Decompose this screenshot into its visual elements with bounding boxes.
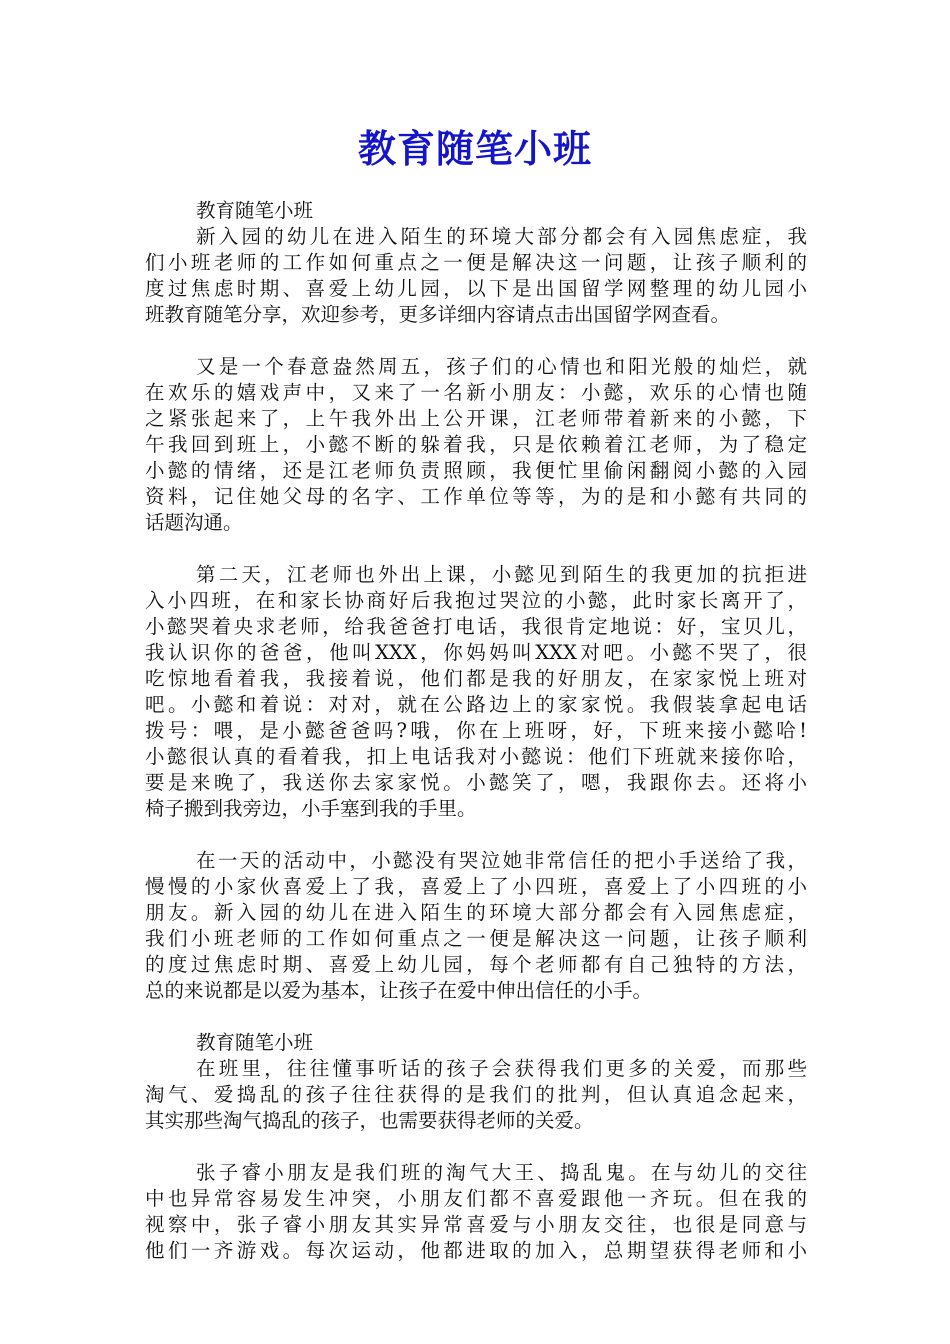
text-line: 其实那些淘气捣乱的孩子，也需要获得老师的关爱。: [145, 1109, 594, 1132]
text-line: 小懿的情绪，还是江老师负责照顾，我便忙里偷闲翻阅小懿的入园: [145, 459, 807, 482]
text-line: 的度过焦虑时期、喜爱上幼儿园，每个老师都有自己独特的方法，: [145, 953, 807, 976]
text-line: 视察中，张子睿小朋友其实异常喜爱与小朋友交往，也很是同意与: [145, 1213, 807, 1236]
text-line: 慢慢的小家伙喜爱上了我，喜爱上了小四班，喜爱上了小四班的小: [145, 875, 807, 898]
text-line: 要是来晚了，我送你去家家悦。小懿笑了，嗯，我跟你去。还将小: [145, 771, 807, 794]
blank-line: [145, 328, 807, 354]
text-line: 总的来说都是以爱为基本，让孩子在爱中伸出信任的小手。: [145, 979, 653, 1002]
text-line: 在班里，往往懂事听话的孩子会获得我们更多的关爱，而那些: [196, 1057, 807, 1080]
text-line: 班教育随笔分享，欢迎参考，更多详细内容请点击出国留学网查看。: [145, 303, 731, 326]
blank-line: [145, 1134, 807, 1160]
text-line: 们小班老师的工作如何重点之一便是解决这一问题，让孩子顺利的: [145, 251, 807, 274]
text-line: 拨号：喂，是小懿爸爸吗?哦，你在上班呀，好，下班来接小懿哈!: [145, 719, 807, 742]
blank-line: [145, 822, 807, 848]
text-line: 淘气、爱捣乱的孩子往往获得的是我们的批判，但认真追念起来，: [145, 1083, 807, 1106]
text-line: 在一天的活动中，小懿没有哭泣她非常信任的把小手送给了我，: [196, 849, 807, 872]
text-line: 我认识你的爸爸，他叫XXX，你妈妈叫XXX对吧。小懿不哭了，很: [145, 641, 807, 664]
text-line: 小懿很认真的看着我，扣上电话我对小懿说：他们下班就来接你哈，: [145, 745, 807, 768]
text-line: 中也异常容易发生冲突，小朋友们都不喜爱跟他一齐玩。但在我的: [145, 1187, 807, 1210]
blank-line: [145, 536, 807, 562]
document-title: 教育随笔小班: [357, 126, 592, 171]
text-line: 入小四班，在和家长协商好后我抱过哭泣的小懿，此时家长离开了，: [145, 589, 807, 612]
text-line: 在欢乐的嬉戏声中，又来了一名新小朋友：小懿，欢乐的心情也随: [145, 381, 807, 404]
text-line: 之紧张起来了，上午我外出上公开课，江老师带着新来的小懿，下: [145, 407, 807, 430]
text-line: 椅子搬到我旁边，小手塞到我的手里。: [145, 797, 477, 820]
text-line: 吃惊地看着我，我接着说，他们都是我的好朋友，在家家悦上班对: [145, 667, 807, 690]
text-line: 资料，记住她父母的名字、工作单位等等，为的是和小懿有共同的: [145, 485, 807, 508]
text-line: 朋友。新入园的幼儿在进入陌生的环境大部分都会有入园焦虑症，: [145, 901, 807, 924]
text-line: 度过焦虑时期、喜爱上幼儿园，以下是出国留学网整理的幼儿园小: [145, 277, 807, 300]
text-line: 他们一齐游戏。每次运动，他都进取的加入，总期望获得老师和小: [145, 1239, 807, 1262]
text-line: 又是一个春意盎然周五，孩子们的心情也和阳光般的灿烂，就: [196, 355, 807, 378]
document-body: [145, 198, 807, 1264]
text-line: 我们小班老师的工作如何重点之一便是解决这一问题，让孩子顺利: [145, 927, 807, 950]
text-line: 午我回到班上，小懿不断的躲着我，只是依赖着江老师，为了稳定: [145, 433, 807, 456]
text-line: 吧。小懿和着说：对对，就在公路边上的家家悦。我假装拿起电话: [145, 693, 807, 716]
text-line: 第二天，江老师也外出上课，小懿见到陌生的我更加的抗拒进: [196, 563, 807, 586]
text-line: 新入园的幼儿在进入陌生的环境大部分都会有入园焦虑症，我: [196, 225, 807, 248]
blank-line: [145, 1004, 807, 1030]
text-line: 教育随笔小班: [196, 199, 314, 222]
text-line: 话题沟通。: [145, 511, 243, 534]
text-line: 张子睿小朋友是我们班的淘气大王、捣乱鬼。在与幼儿的交往: [196, 1161, 807, 1184]
text-line: 小懿哭着央求老师，给我爸爸打电话，我很肯定地说：好，宝贝儿，: [145, 615, 807, 638]
text-line: 教育随笔小班: [196, 1031, 314, 1054]
